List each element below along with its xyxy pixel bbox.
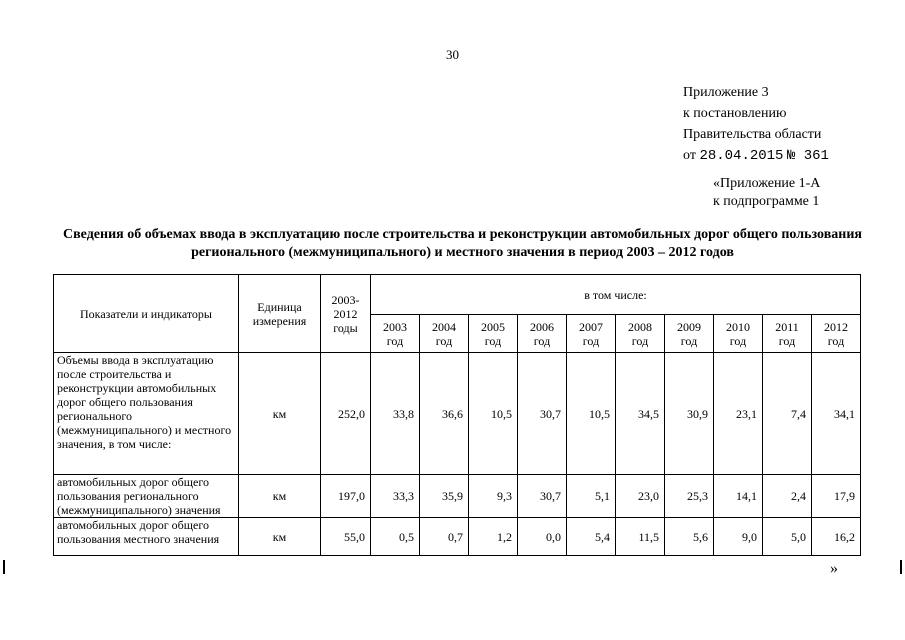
row-value: 10,5 (567, 353, 616, 475)
margin-mark (900, 560, 902, 574)
row-value: 36,6 (420, 353, 469, 475)
row-value: 0,5 (371, 518, 420, 556)
table-row (54, 353, 861, 475)
header-year: 2003 год (371, 315, 420, 353)
row-unit: км (239, 353, 321, 475)
approval-date: 28.04.2015 (699, 148, 784, 164)
row-value: 5,0 (763, 518, 812, 556)
row-value: 30,9 (665, 353, 714, 475)
row-value: 1,2 (469, 518, 518, 556)
reference-line: к подпрограмме 1 (713, 194, 820, 209)
header-unit: Единица измерения (239, 275, 321, 353)
approval-date-line (683, 145, 829, 167)
row-value: 14,1 (714, 475, 763, 518)
row-value: 0,0 (518, 518, 567, 556)
header-year: 2004 год (420, 315, 469, 353)
row-value: 5,4 (567, 518, 616, 556)
row-value: 11,5 (616, 518, 665, 556)
row-value: 17,9 (812, 475, 861, 518)
header-year: 2007 год (567, 315, 616, 353)
approval-line: Приложение 3 (683, 85, 769, 100)
row-total: 197,0 (321, 475, 371, 518)
header-total: 2003-2012 годы (321, 275, 371, 353)
approval-number: № 361 (786, 148, 829, 164)
row-total: 55,0 (321, 518, 371, 556)
row-unit: км (239, 518, 321, 556)
header-indicator: Показатели и индикаторы (54, 275, 239, 353)
row-value: 35,9 (420, 475, 469, 518)
row-value: 5,1 (567, 475, 616, 518)
header-year: 2006 год (518, 315, 567, 353)
document-title: Сведения об объемах ввода в эксплуатацию после строительства и реконструкции автомобильных дорог общего пользования регионального (межмуниципального) и местного значения в период 2003 – 2012 годов (63, 227, 862, 260)
row-label: Объемы ввода в эксплуатацию после строительства и реконструкции автомобильных дорог общего пользования регионального (межмуниципального) и местного значения, в том числе: (54, 353, 239, 475)
reference-line: «Приложение 1-А (713, 176, 821, 191)
row-value: 7,4 (763, 353, 812, 475)
table-row (54, 475, 861, 518)
header-year: 2005 год (469, 315, 518, 353)
row-value: 25,3 (665, 475, 714, 518)
approval-line: Правительства области (683, 127, 822, 142)
row-value: 9,0 (714, 518, 763, 556)
row-value: 10,5 (469, 353, 518, 475)
row-value: 30,7 (518, 475, 567, 518)
header-year: 2010 год (714, 315, 763, 353)
margin-mark (3, 560, 5, 574)
reference-block (713, 175, 820, 211)
closing-quote: » (830, 560, 838, 577)
row-value: 23,0 (616, 475, 665, 518)
header-year: 2012 год (812, 315, 861, 353)
row-label: автомобильных дорог общего пользования регионального (межмуниципального) значения (54, 475, 239, 518)
page-number: 30 (446, 47, 459, 62)
row-value: 16,2 (812, 518, 861, 556)
approval-line: к постановлению (683, 106, 787, 121)
row-total: 252,0 (321, 353, 371, 475)
header-year: 2008 год (616, 315, 665, 353)
row-unit: км (239, 475, 321, 518)
approval-block (683, 82, 829, 167)
row-value: 0,7 (420, 518, 469, 556)
row-value: 34,5 (616, 353, 665, 475)
row-label: автомобильных дорог общего пользования местного значения (54, 518, 239, 556)
date-prefix: от (683, 148, 696, 163)
row-value: 5,6 (665, 518, 714, 556)
row-value: 30,7 (518, 353, 567, 475)
row-value: 23,1 (714, 353, 763, 475)
row-value: 33,8 (371, 353, 420, 475)
header-year: 2011 год (763, 315, 812, 353)
data-table (53, 274, 861, 556)
row-value: 33,3 (371, 475, 420, 518)
header-including: в том числе: (371, 275, 861, 315)
row-value: 9,3 (469, 475, 518, 518)
header-year: 2009 год (665, 315, 714, 353)
row-value: 34,1 (812, 353, 861, 475)
row-value: 2,4 (763, 475, 812, 518)
table-row (54, 518, 861, 556)
